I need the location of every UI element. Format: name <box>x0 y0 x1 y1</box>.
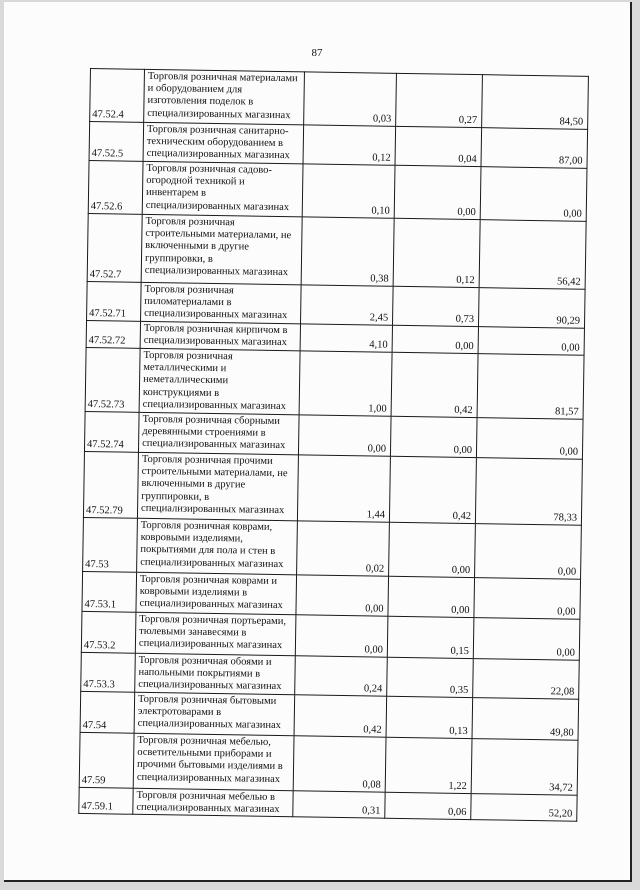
value-cell-2: 0,00 <box>392 325 478 353</box>
name-cell: Торговля розничная бытовыми электротоварами в специализированных магазинах <box>134 692 295 736</box>
name-cell: Торговля розничная садово-огородной техникой и инвентарем в специализированных магазинах <box>142 161 303 217</box>
table-row <box>85 347 584 419</box>
value-cell-1: 0,10 <box>302 164 395 218</box>
value-cell-3: 0,00 <box>480 167 587 222</box>
value-cell-1: 1,44 <box>297 455 390 522</box>
code-cell: 47.52.73 <box>85 347 140 412</box>
value-cell-3: 49,80 <box>472 698 579 741</box>
value-cell-1: 0,12 <box>303 125 396 165</box>
value-cell-3: 56,42 <box>479 220 586 290</box>
value-cell-2: 0,00 <box>390 416 477 457</box>
value-cell-3: 78,33 <box>475 458 582 526</box>
value-cell-3: 81,57 <box>477 354 584 420</box>
code-cell: 47.52.79 <box>83 451 138 518</box>
code-cell: 47.52.5 <box>89 122 144 162</box>
value-cell-1: 0,08 <box>293 736 386 792</box>
code-cell: 47.53 <box>83 517 138 572</box>
name-cell: Торговля розничная портьерами, тюлевыми занавесями в специализированных магазинах <box>135 612 296 656</box>
table-row <box>79 732 578 795</box>
value-cell-2: 0,35 <box>387 657 474 697</box>
table-row <box>83 451 582 525</box>
code-cell: 47.52.4 <box>90 69 145 123</box>
name-cell: Торговля розничная сборными деревянными строениями в специализированных магазинах <box>138 412 299 455</box>
code-cell: 47.59.1 <box>79 787 133 814</box>
code-cell: 47.52.72 <box>86 320 140 348</box>
name-cell: Торговля розничная металлическими и неметаллическими конструкциями в специализированных магазинах <box>139 348 300 415</box>
value-cell-2: 0,42 <box>389 456 476 523</box>
code-cell: 47.53.3 <box>81 652 136 692</box>
value-cell-3: 87,00 <box>481 128 588 169</box>
value-cell-1: 0,31 <box>293 791 385 819</box>
value-cell-2: 0,06 <box>385 792 471 820</box>
value-cell-1: 2,45 <box>301 285 394 325</box>
value-cell-3: 52,20 <box>471 794 577 822</box>
value-cell-2: 0,27 <box>396 73 483 127</box>
value-cell-1: 0,03 <box>304 72 397 126</box>
value-cell-3: 0,00 <box>476 418 583 460</box>
code-cell: 47.52.71 <box>87 281 142 321</box>
value-cell-2: 0,00 <box>394 165 481 219</box>
table-row <box>90 69 589 130</box>
code-cell: 47.52.6 <box>88 160 143 214</box>
code-cell: 47.53.1 <box>82 571 137 612</box>
name-cell: Торговля розничная санитарно-техническим оборудованием в специализированных магазинах <box>143 122 304 164</box>
value-cell-3: 34,72 <box>471 739 578 796</box>
name-cell: Торговля розничная материалами и оборудованием для изготовления поделок в специализированных магазинах <box>144 69 305 125</box>
name-cell: Торговля розничная обоями и напольными покрытиями в специализированных магазинах <box>135 653 296 695</box>
value-cell-3: 22,08 <box>473 659 580 700</box>
name-cell: Торговля розничная прочими строительными материалами, не включенными в другие группировки, в специализированных магазинах <box>137 452 298 521</box>
value-cell-2: 0,73 <box>392 286 479 326</box>
value-cell-1: 0,24 <box>295 656 388 696</box>
value-cell-2: 0,15 <box>387 616 474 658</box>
document-page <box>4 2 632 882</box>
page-number: 87 <box>311 47 323 59</box>
name-cell: Торговля розничная строительными материалами, не включенными в другие группировки, в специализированных магазинах <box>141 214 302 285</box>
value-cell-3: 0,00 <box>473 618 580 661</box>
code-cell: 47.52.7 <box>87 213 142 282</box>
name-cell: Торговля розничная кирпичом в специализированных магазинах <box>140 321 300 351</box>
value-cell-3: 0,00 <box>474 578 581 620</box>
name-cell: Торговля розничная мебелью, осветительными приборами и прочими бытовыми изделиями в специализированных магазинах <box>133 733 294 791</box>
value-cell-1: 0,00 <box>296 575 389 616</box>
value-cell-1: 4,10 <box>300 324 392 352</box>
table-row <box>88 160 587 221</box>
value-cell-2: 0,13 <box>386 696 473 738</box>
value-cell-2: 0,42 <box>391 352 478 417</box>
name-cell: Торговля розничная пиломатериалами в специализированных магазинах <box>141 282 302 324</box>
value-cell-2: 0,00 <box>388 576 475 617</box>
value-cell-2: 1,22 <box>385 737 472 793</box>
code-cell: 47.54 <box>80 691 135 733</box>
code-cell: 47.53.2 <box>81 611 136 653</box>
data-table <box>78 68 589 822</box>
value-cell-2: 0,04 <box>395 126 482 166</box>
value-cell-3: 0,00 <box>475 524 582 580</box>
code-cell: 47.52.74 <box>84 411 139 452</box>
value-cell-1: 0,38 <box>301 217 394 286</box>
name-cell: Торговля розничная мебелью в специализированных магазинах <box>133 788 293 817</box>
name-cell: Торговля розничная коврами, ковровыми изделиями, покрытиями для пола и стен в специализированных магазинах <box>137 518 298 575</box>
table-row <box>87 213 586 289</box>
value-cell-3: 0,00 <box>478 327 584 356</box>
value-cell-3: 90,29 <box>478 288 585 329</box>
value-cell-1: 1,00 <box>299 351 392 416</box>
value-cell-3: 84,50 <box>482 75 589 130</box>
value-cell-1: 0,42 <box>294 695 387 737</box>
value-cell-2: 0,12 <box>393 218 480 287</box>
value-cell-1: 0,00 <box>295 615 388 657</box>
table-row <box>83 517 582 579</box>
value-cell-1: 0,00 <box>298 415 391 456</box>
code-cell: 47.59 <box>79 732 134 788</box>
value-cell-2: 0,00 <box>389 522 476 577</box>
value-cell-1: 0,02 <box>297 521 390 576</box>
name-cell: Торговля розничная коврами и ковровыми изделиями в специализированных магазинах <box>136 572 297 615</box>
